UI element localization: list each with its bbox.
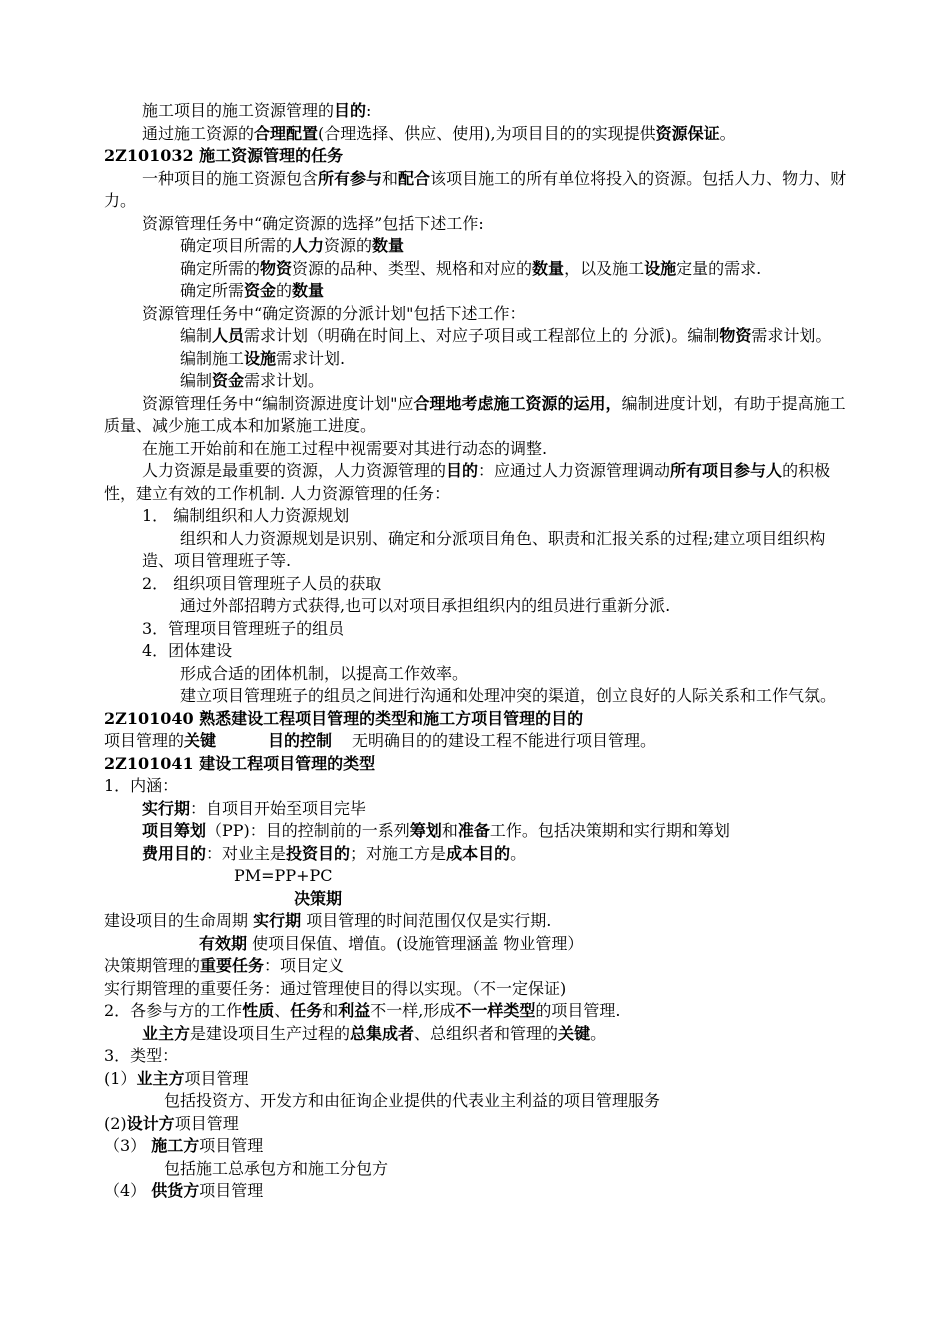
text: 需求计划。 [751, 326, 832, 345]
text: 项目管理 [174, 1113, 239, 1133]
text: 资源的品种、类型、规格和对应的 [292, 258, 533, 278]
text: 定量的需求. [676, 258, 762, 278]
text: 建设项目的生命周期 [104, 911, 254, 930]
bold-text: 项目筹划 [142, 821, 207, 840]
paragraph-resource-scope [104, 168, 854, 213]
paragraph-dynamic-adjust: 在施工开始前和在施工过程中视需要对其进行动态的调整. [142, 438, 548, 458]
bold-text: 数量 [532, 258, 565, 278]
paragraph-resource-goal [104, 100, 854, 123]
lifecycle-decision-phase [104, 888, 854, 911]
text: 不一样,形成 [370, 1001, 456, 1020]
bold-text: 数量 [292, 281, 325, 300]
paragraph-management-key [104, 730, 854, 753]
list-item-1: 1． 编制组织和人力资源规划 [142, 506, 350, 525]
text: 的 [276, 281, 293, 300]
text: (合理选择、供应、使用),为项目目的的实现提供 [318, 123, 656, 143]
text: 的积极性，建立有效的工作机制. 人力资源管理的任务： [104, 461, 831, 503]
text: 施工项目的施工资源管理的 [142, 101, 335, 120]
bold-text: 任务 [290, 1001, 323, 1020]
text: ：应通过人力资源管理调动 [478, 461, 671, 480]
text: 、总组织者和管理的 [414, 1023, 559, 1043]
paragraph-schedule-plan [104, 393, 854, 438]
paragraph-human-resource [104, 460, 854, 505]
bold-text: 设施 [644, 258, 677, 278]
text: 项目管理的 [104, 731, 185, 750]
type-supplier [104, 1180, 854, 1203]
paragraph-org-planning: 组织和人力资源规划是识别、确定和分派项目角色、职责和汇报关系的过程;建立项目组织构造、项目管理班子等. [142, 528, 826, 570]
text: 的项目管理. [535, 1001, 621, 1020]
text: 确定所需 [180, 281, 245, 300]
text: 通过施工资源的 [142, 123, 255, 143]
type-contractor-detail: 包括施工总承包方和施工分包方 [164, 1158, 389, 1178]
text: ；对施工方是 [350, 843, 447, 863]
bold-text: 准备 [457, 821, 490, 840]
text: 。 [510, 843, 527, 863]
paragraph-communication: 建立项目管理班子的组员之间进行沟通和处理冲突的渠道，创立良好的人际关系和工作气氛。 [180, 686, 837, 705]
paragraph-team-mechanism: 形成合适的团体机制，以提高工作效率。 [180, 663, 469, 683]
list-item-connotation: 1．内涵： [104, 776, 179, 795]
section-heading-2z101032: 2Z101032 施工资源管理的任务 [104, 146, 344, 165]
text: : [366, 101, 372, 120]
bold-text: 人员 [212, 326, 245, 345]
paragraph-recruitment: 通过外部招聘方式获得,也可以对项目承担组织内的组员进行重新分派. [180, 596, 671, 615]
text: 资源的 [324, 236, 373, 255]
text: 编制施工 [180, 348, 245, 368]
bold-text: 利益 [338, 1001, 371, 1020]
paragraph-allocation-plan: 资源管理任务中“确定资源的分派计划"包括下述工作： [142, 303, 526, 323]
text: 需求计划. [276, 348, 346, 368]
list-item-types: 3．类型： [104, 1046, 179, 1065]
bold-text: 合理配置 [254, 123, 319, 143]
section-heading-2z101040: 2Z101040 熟悉建设工程项目管理的类型和施工方项目管理的目的 [104, 708, 584, 728]
text: 确定所需的 [180, 258, 261, 278]
paragraph-resource-goal-detail [104, 123, 854, 146]
text: ：自项目开始至项目完毕 [190, 798, 367, 818]
bold-text: 性质 [242, 1001, 275, 1020]
paragraph-decision-task [104, 955, 854, 978]
bold-text: 供货方 [151, 1181, 200, 1200]
bold-text: 实行期 [253, 911, 302, 930]
bold-text: 所有参与 [318, 168, 383, 188]
text: 项目管理 [184, 1068, 249, 1088]
bold-text: 目的 [334, 101, 367, 120]
text: 和 [441, 821, 458, 840]
text: 编制 [180, 371, 213, 390]
type-contractor [104, 1135, 854, 1158]
paragraph-owner-role [104, 1023, 854, 1046]
text: （4） [104, 1181, 152, 1200]
definition-implementation [104, 798, 854, 821]
bold-text: 关键 [558, 1023, 591, 1043]
text: 使项目保值、增值。(设施管理涵盖 物业管理） [247, 933, 584, 953]
lifecycle-operation-phase [104, 933, 854, 956]
bold-text: 数量 [372, 236, 405, 255]
item-material-quantity [104, 258, 854, 281]
text: 是建设项目生产过程的 [190, 1023, 351, 1043]
text: （3） [104, 1136, 152, 1155]
type-designer [104, 1113, 854, 1136]
bold-text: 不一样类型 [455, 1001, 536, 1020]
text: ：对业主是 [206, 843, 287, 863]
bold-text: 目的控制 [268, 731, 333, 750]
text: 资源管理任务中“编制资源进度计划"应 [142, 393, 414, 413]
bold-text: 所有项目参与人 [670, 461, 783, 480]
text: 项目管理的时间范围仅仅是实行期. [301, 911, 552, 930]
bold-text: 目的 [446, 461, 479, 480]
item-fund-plan [104, 370, 854, 393]
item-fund-quantity [104, 280, 854, 303]
bold-text: 合理地考虑施工资源的运用， [413, 393, 622, 413]
text: 2．各参与方的工作 [104, 1001, 243, 1020]
bold-text: 设施 [244, 348, 277, 368]
text: 。 [590, 1023, 607, 1043]
text: 项目管理 [199, 1181, 264, 1200]
bold-text: 业主方 [136, 1068, 185, 1088]
list-item-2: 2． 组织项目管理班子人员的获取 [142, 573, 382, 593]
text: （PP)：目的控制前的一系列 [206, 821, 410, 840]
item-facility-plan [104, 348, 854, 371]
text: 无明确目的的建设工程不能进行项目管理。 [352, 731, 657, 750]
bold-text: 配合 [398, 168, 431, 188]
paragraph-implementation-task: 实行期管理的重要任务：通过管理使目的得以实现。（不一定保证) [104, 978, 567, 998]
definition-project-planning [104, 820, 854, 843]
text: (1） [104, 1068, 137, 1088]
text: 需求计划。 [244, 371, 325, 390]
text: 确定项目所需的 [180, 236, 293, 255]
formula: PM=PP+PC [234, 866, 333, 885]
document-body [104, 100, 854, 1203]
bold-text: 施工方 [151, 1136, 200, 1155]
definition-cost-goal [104, 843, 854, 866]
section-heading-2z101041: 2Z101041 建设工程项目管理的类型 [104, 753, 376, 773]
text: (2) [104, 1113, 127, 1133]
paragraph-resource-selection: 资源管理任务中“确定资源的选择”包括下述工作: [142, 213, 484, 233]
text: 工作。包括决策期和实行期和筹划 [489, 821, 730, 840]
bold-text: 人力 [292, 236, 325, 255]
text: ，以及施工 [564, 258, 645, 278]
text: 项目管理 [199, 1136, 264, 1155]
item-manpower-quantity [104, 235, 854, 258]
text: 和 [382, 168, 399, 188]
bold-text: 设计方 [126, 1113, 175, 1133]
bold-text: 物资 [260, 258, 293, 278]
bold-text: 业主方 [142, 1023, 191, 1043]
list-item-3: 3．管理项目管理班子的组员 [142, 618, 345, 638]
type-owner [104, 1068, 854, 1091]
bold-text: 筹划 [409, 821, 442, 840]
bold-text: 投资目的 [286, 843, 351, 863]
bold-text: 关键 [184, 731, 217, 750]
list-item-4: 4．团体建设 [142, 641, 233, 660]
bold-text: 资源保证 [655, 123, 720, 143]
list-item-participants [104, 1000, 854, 1023]
text: 编制 [180, 326, 213, 345]
bold-text: 费用目的 [142, 843, 207, 863]
bold-text: 实行期 [142, 798, 191, 818]
text: 一种项目的施工资源包含 [142, 168, 319, 188]
text: 。 [719, 123, 736, 143]
bold-text: 资金 [244, 281, 277, 300]
text: 决策期管理的 [104, 956, 201, 975]
bold-text: 重要任务 [200, 956, 265, 975]
text: 需求计划（明确在时间上、对应子项目或工程部位上的 分派)。编制 [244, 326, 720, 345]
bold-text: 决策期 [294, 888, 343, 908]
bold-text: 物资 [719, 326, 752, 345]
text: 编制进度计划，有助于提高施工质量、减少施工成本和加紧施工进度。 [104, 393, 846, 435]
text: ：项目定义 [264, 956, 345, 975]
text: 该项目施工的所有单位将投入的资源。包括人力、物力、财力。 [104, 168, 847, 210]
item-personnel-plan [104, 325, 854, 348]
lifecycle-implementation-phase [104, 910, 854, 933]
text: 人力资源是最重要的资源，人力资源管理的 [142, 461, 447, 480]
bold-text: 资金 [212, 371, 245, 390]
text: 和 [322, 1001, 339, 1020]
bold-text: 有效期 [199, 933, 248, 953]
bold-text: 总集成者 [350, 1023, 415, 1043]
bold-text: 成本目的 [446, 843, 511, 863]
type-owner-detail: 包括投资方、开发方和由征询企业提供的代表业主利益的项目管理服务 [164, 1091, 661, 1110]
text: 、 [274, 1001, 291, 1020]
